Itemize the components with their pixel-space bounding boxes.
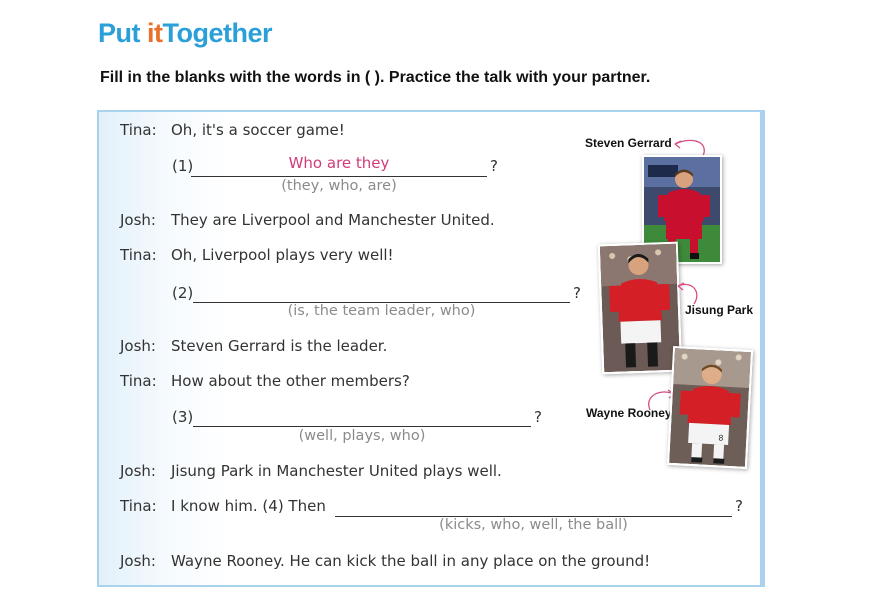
shirt-number: 8 — [718, 433, 724, 443]
dialogue-line: Steven Gerrard is the leader. — [171, 337, 388, 355]
question-mark: ? — [735, 497, 743, 515]
question-mark: ? — [573, 284, 581, 302]
filled-answer: Who are they — [288, 154, 390, 172]
speaker-label: Tina: — [120, 121, 157, 139]
speaker-label: Tina: — [120, 246, 157, 264]
caption-jisung-park: Jisung Park — [685, 303, 754, 317]
word-hint: (they, who, are) — [281, 178, 397, 194]
speaker-label: Josh: — [120, 552, 156, 570]
logo-word-put: Put — [98, 18, 140, 48]
speaker-label: Tina: — [120, 372, 157, 390]
logo-put-it-together — [98, 18, 272, 49]
logo-word-it: it — [147, 18, 163, 48]
instruction-text: Fill in the blanks with the words in ( ). Practice the talk with your partner. — [100, 69, 651, 86]
speaker-label: Tina: — [120, 497, 157, 515]
caption-steven-gerrard: Steven Gerrard — [585, 136, 672, 150]
photo-jisung-park — [598, 242, 682, 375]
word-hint: (well, plays, who) — [298, 428, 426, 444]
speaker-label: Josh: — [120, 337, 156, 355]
dialogue-line: They are Liverpool and Manchester United. — [171, 211, 495, 229]
dialogue-line: How about the other members? — [171, 372, 410, 390]
speaker-label: Josh: — [120, 462, 156, 480]
player-illustration — [600, 244, 680, 373]
blank-number: (2) — [172, 284, 194, 302]
dialogue-line: I know him. (4) Then — [171, 497, 326, 515]
answer-blank[interactable] — [193, 406, 531, 427]
player-illustration — [669, 348, 751, 467]
word-hint: (kicks, who, well, the ball) — [439, 517, 628, 533]
photo-wayne-rooney — [667, 346, 753, 469]
answer-blank[interactable] — [335, 496, 732, 517]
answer-blank[interactable] — [193, 282, 570, 303]
blank-number: (1) — [172, 157, 194, 175]
dialogue-line: Wayne Rooney. He can kick the ball in any place on the ground! — [171, 552, 651, 570]
dialogue-line: Oh, Liverpool plays very well! — [171, 246, 394, 264]
logo-word-together: Together — [162, 18, 273, 48]
speaker-label: Josh: — [120, 211, 156, 229]
word-hint: (is, the team leader, who) — [287, 303, 476, 319]
question-mark: ? — [490, 157, 498, 175]
caption-wayne-rooney: Wayne Rooney — [586, 406, 672, 420]
dialogue-line: Jisung Park in Manchester United plays well. — [171, 462, 502, 480]
blank-number: (3) — [172, 408, 194, 426]
dialogue-line: Oh, it's a soccer game! — [171, 121, 345, 139]
question-mark: ? — [534, 408, 542, 426]
